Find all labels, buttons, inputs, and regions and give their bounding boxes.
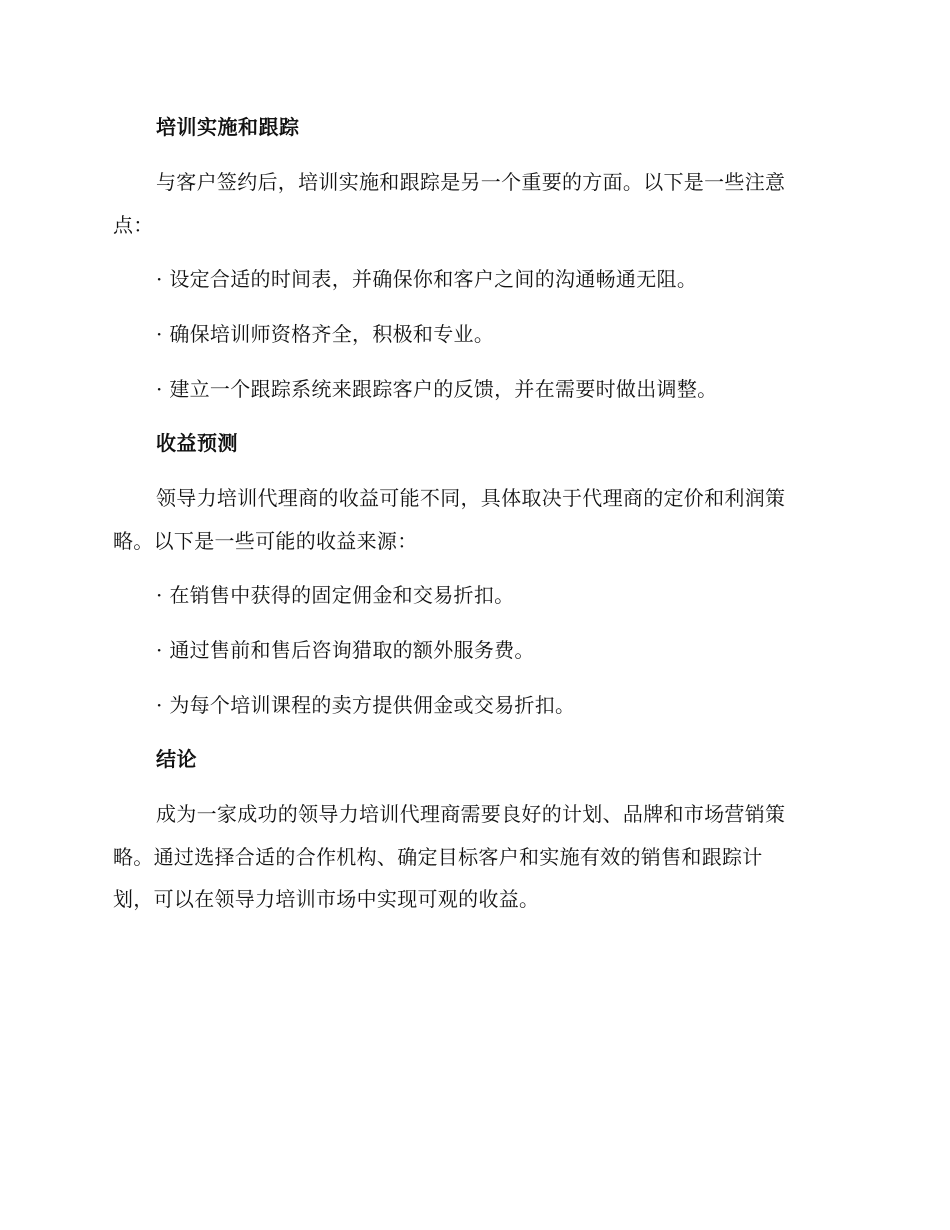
paragraph-line: 划，可以在领导力培训市场中实现可观的收益。 [113,887,540,911]
paragraph-line: 领导力培训代理商的收益可能不同，具体取决于代理商的定价和利润策 [156,486,786,510]
bullet-item: · 在销售中获得的固定佣金和交易折扣。 [156,583,515,607]
section-heading-training-implementation: 培训实施和跟踪 [156,115,300,139]
section-heading-conclusion: 结论 [156,747,197,771]
bullet-item: · 为每个培训课程的卖方提供佣金或交易折扣。 [156,693,576,717]
paragraph-line: 略。通过选择合适的合作机构、确定目标客户和实施有效的销售和跟踪计 [113,845,763,869]
bullet-item: · 通过售前和售后咨询猎取的额外服务费。 [156,638,535,662]
paragraph-line: 点： [113,213,154,237]
paragraph-line: 略。以下是一些可能的收益来源： [113,529,418,553]
paragraph-line: 与客户签约后，培训实施和跟踪是另一个重要的方面。以下是一些注意 [156,170,786,194]
section-heading-revenue-forecast: 收益预测 [156,431,238,455]
paragraph-line: 成为一家成功的领导力培训代理商需要良好的计划、品牌和市场营销策 [156,802,786,826]
bullet-item: · 确保培训师资格齐全，积极和专业。 [156,322,495,346]
bullet-item: · 建立一个跟踪系统来跟踪客户的反馈，并在需要时做出调整。 [156,377,718,401]
bullet-item: · 设定合适的时间表，并确保你和客户之间的沟通畅通无阻。 [156,267,698,291]
